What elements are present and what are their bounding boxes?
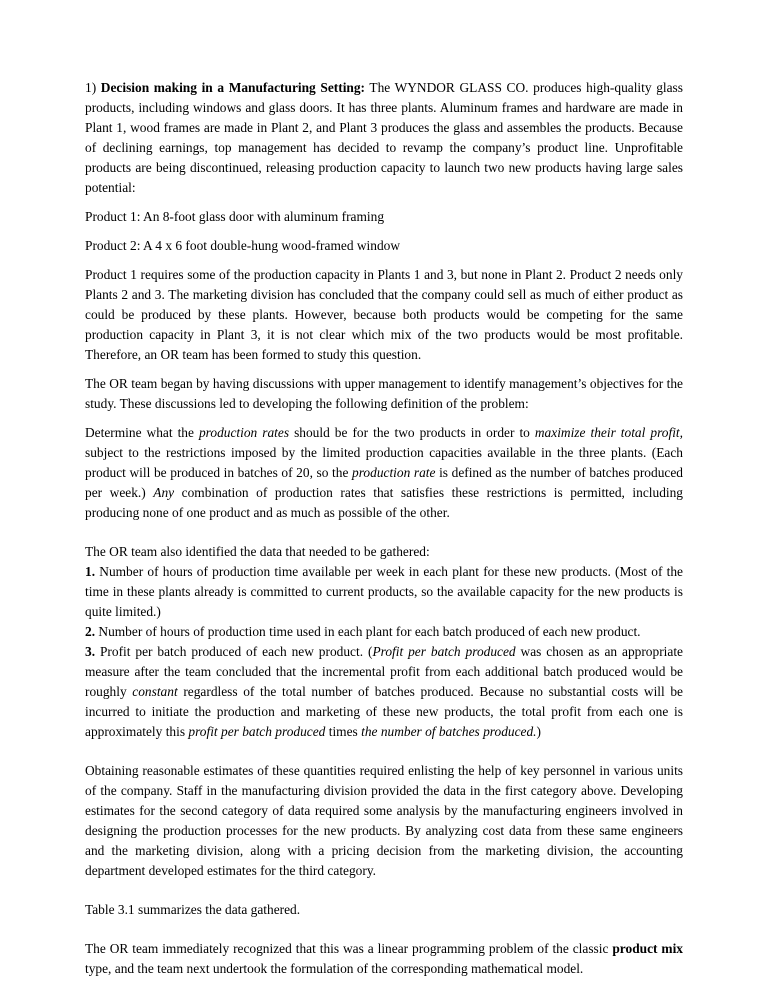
list-number-2: 2. <box>85 624 96 639</box>
section-heading: Decision making in a Manufacturing Setting: <box>100 80 366 95</box>
emphasis-production-rate: production rate <box>352 465 436 480</box>
intro-paragraph <box>85 78 683 198</box>
emphasis-maximize-profit: maximize their total profit, <box>534 425 683 440</box>
data-list-paragraph <box>85 542 683 742</box>
section-number: 1) <box>85 80 101 95</box>
objectives-paragraph: The OR team began by having discussions with upper management to identify management’s objectives for the study. These discussions led to developing the following definition of the problem: <box>85 376 683 411</box>
intro-text: The WYNDOR GLASS CO. produces high-quality glass products, including windows and glass doors. It has three plants. Aluminum frames and hardware are made in Plant 1, wood frames are made in Plant 2, and Plant 3 produces the glass and assembles the products. Because of declining earnings, top management has decided to revamp the company’s product line. Unprofitable products are being discontinued, releasing production capacity to launch two new products having large sales potential: <box>85 80 683 195</box>
list-number-1: 1. <box>85 564 96 579</box>
emphasis-production-rates: production rates <box>198 425 290 440</box>
estimates-paragraph: Obtaining reasonable estimates of these quantities required enlisting the help of key personnel in various units of the company. Staff in the manufacturing division provided the data in the first category above. Developing estimates for the second category of data required some analysis by the manufacturing engineers involved in designing the production processes for the new products. By analyzing cost data from these same engineers and the marketing division, along with a pricing decision from the marketing division, the accounting department developed estimates for the third category. <box>85 763 683 878</box>
problem-definition-paragraph: Determine what the production rates should be for the two products in order to maximize their total profit, subject to the restrictions imposed by the limited production capacities available in the three plants. (Each product will be produced in batches of 20, so the production rate is defined as the number of batches produced per week.) Any combination of production rates that satisfies these restrictions is permitted, including producing none of one product and as much as possible of the other. <box>85 425 684 520</box>
list-item-2: Number of hours of production time used in each plant for each batch produced of each new product. <box>95 624 641 639</box>
product-1-line: Product 1: An 8-foot glass door with aluminum framing <box>85 209 385 224</box>
list-number-3: 3. <box>85 644 96 659</box>
list-item-1: Number of hours of production time available per week in each plant for these new products. (Most of the time in these plants already is committed to current products, so the available capacity for the new products is quite limited.) <box>85 564 683 619</box>
list-item-3: Profit per batch produced of each new product. (Profit per batch produced was chosen as an appropriate measure after the team concluded that the incremental profit from each additional batch produced would be roughly constant regardless of the total number of batches produced. Because no substantial costs will be incurred to initiate the production and marketing of these new products, the total profit from each one is approximately this profit per batch produced times the number of batches produced.) <box>85 644 683 739</box>
capacity-paragraph: Product 1 requires some of the production capacity in Plants 1 and 3, but none in Plant 2. Product 2 needs only Plants 2 and 3. The marketing division has concluded that the company could sell as much of either product as could be produced by these plants. However, because both products would be competing for the same production capacity in Plant 3, it is not clear which mix of the two products would be most profitable. Therefore, an OR team has been formed to study this question. <box>85 267 683 362</box>
emphasis-product-mix: product mix <box>612 941 683 956</box>
product-2-line: Product 2: A 4 x 6 foot double-hung wood-framed window <box>85 238 401 253</box>
emphasis-any: Any <box>153 485 175 500</box>
conclusion-paragraph: The OR team immediately recognized that this was a linear programming problem of the classic product mix type, and the team next undertook the formulation of the corresponding mathematical model. <box>85 941 683 976</box>
table-summary-line: Table 3.1 summarizes the data gathered. <box>85 902 301 917</box>
document-page <box>85 78 683 979</box>
data-list-intro: The OR team also identified the data that needed to be gathered: <box>85 544 430 559</box>
